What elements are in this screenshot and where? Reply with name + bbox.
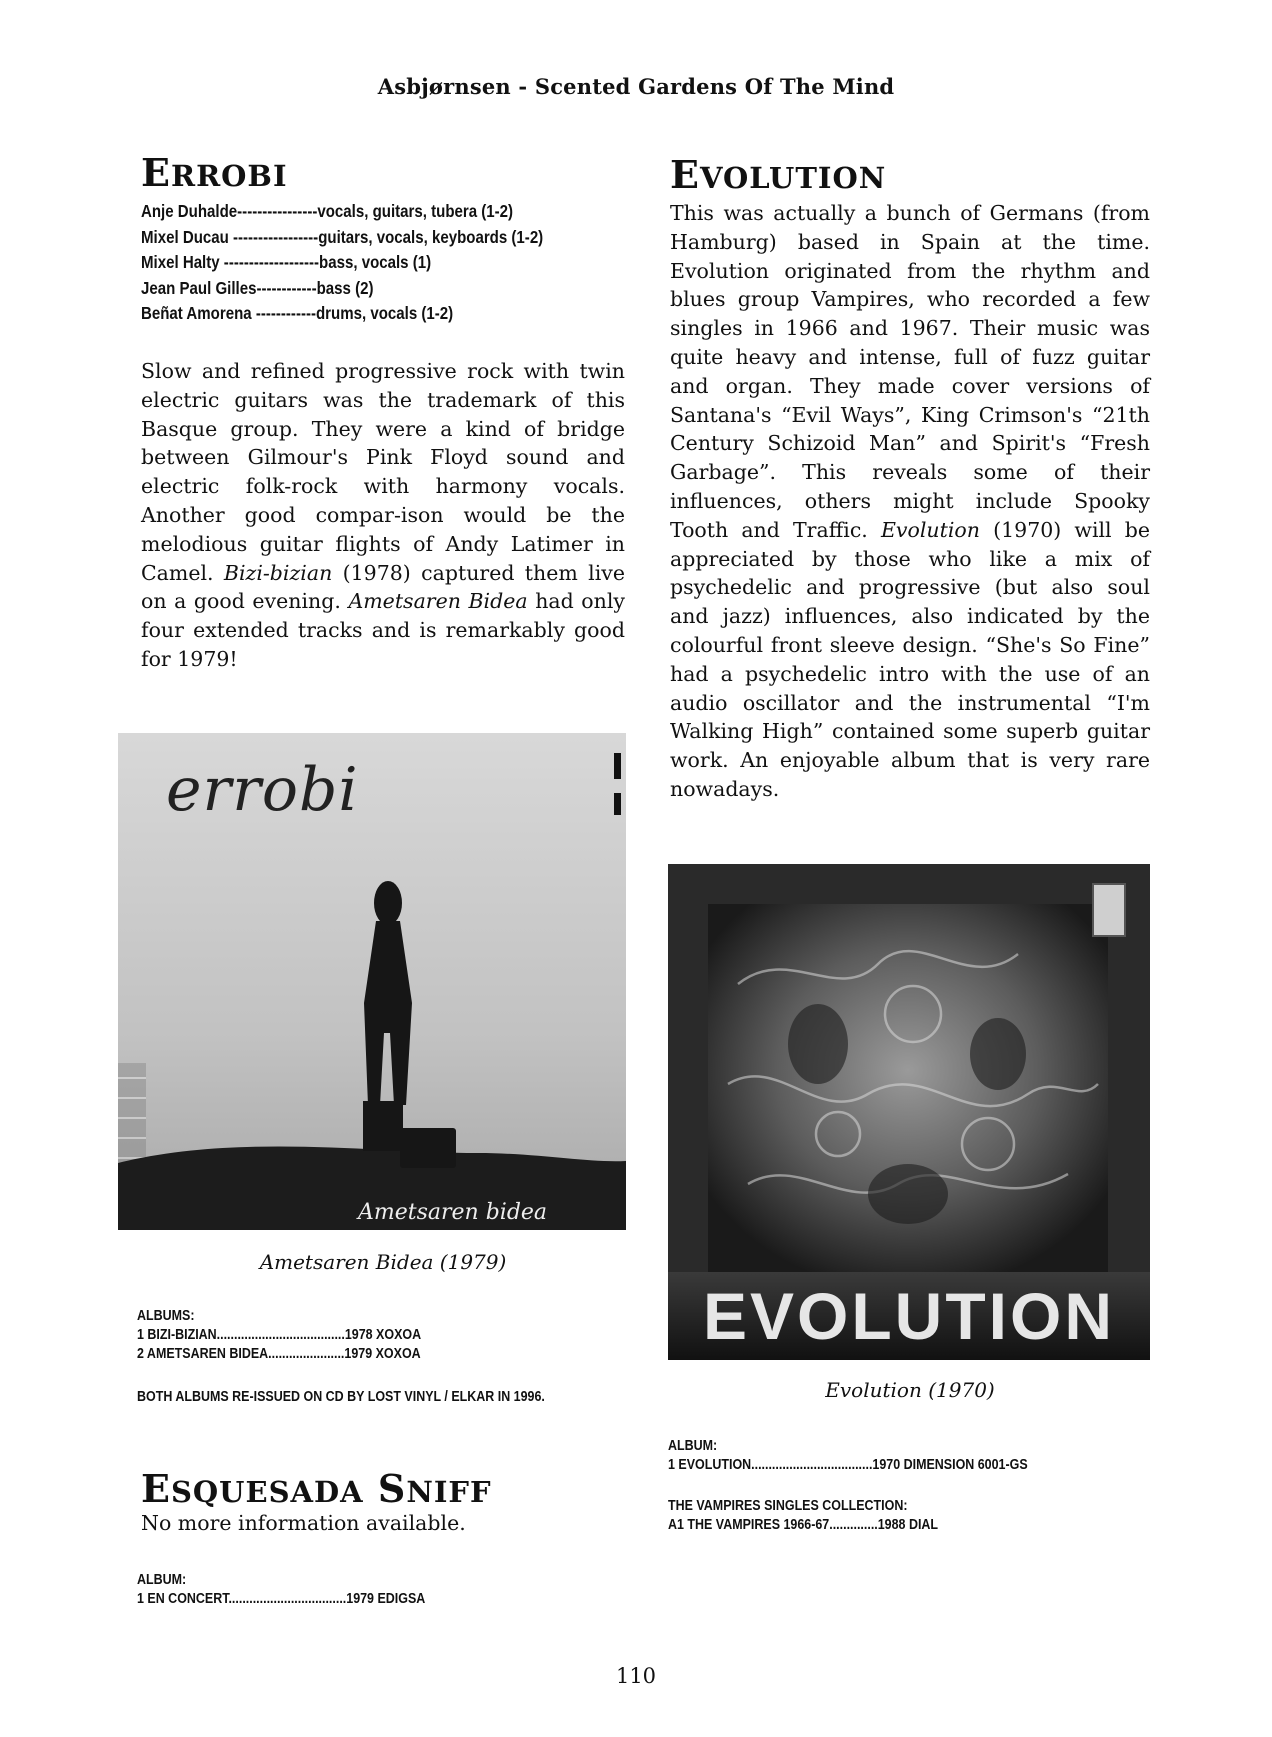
album-title: Evolution: [880, 517, 980, 542]
discography-item: 1 BIZI-BIZIAN.....................................1978 XOXOA: [137, 1327, 422, 1343]
errobi-cover-bottom-text: Ametsaren bidea: [358, 1200, 548, 1225]
album-title: Bizi-bizian: [223, 560, 333, 585]
evolution-caption: Evolution (1970): [825, 1378, 995, 1402]
errobi-title-rest: RROBI: [170, 159, 288, 193]
esquesada-title-initial: S: [377, 1466, 407, 1511]
discography-heading: ALBUMS:: [137, 1308, 195, 1324]
discography-heading: ALBUM:: [137, 1572, 187, 1588]
errobi-album-cover: [118, 733, 626, 1230]
esquesada-discography: [137, 1571, 425, 1609]
vampires-discography: [668, 1497, 938, 1535]
evolution-title: [670, 152, 886, 197]
discography-heading: THE VAMPIRES SINGLES COLLECTION:: [668, 1498, 908, 1514]
evolution-album-cover: [668, 864, 1150, 1360]
errobi-caption: Ametsaren Bidea (1979): [259, 1250, 507, 1274]
lineup-row: Beñat Amorena ------------drums, vocals (1-2): [141, 303, 454, 323]
errobi-title: [141, 150, 288, 195]
discography-item: 2 AMETSAREN BIDEA......................1979 XOXOA: [137, 1346, 421, 1362]
discography-heading: ALBUM:: [668, 1438, 718, 1454]
evolution-description: This was actually a bunch of Germans (from Hamburg) based in Spain at the time. Evolution originated from the rhythm and blues group Vampires, who recorded a few singles in 1966 and 1967. Their music was quite heavy and intense, full of fuzz guitar and organ. They made cover versions of Santana's “Evil Ways”, King Crimson's “21th Century Schizoid Man” and Spirit's “Fresh Garbage”. This reveals some of their influences, others might include Spooky Tooth and Traffic. Evolution (1970) will be appreciated by those who like a mix of psychedelic and progressive (but also soul and jazz) influences, also indicated by the colourful front sleeve design. “She's So Fine” had a psychedelic intro with the use of an audio oscillator and the instrumental “I'm Walking High” contained some superb guitar work. An enjoyable album that is very rare nowadays.: [670, 201, 1150, 801]
esquesada-title-rest: NIFF: [406, 1475, 492, 1509]
esquesada-title-rest: SQUESADA: [170, 1475, 364, 1509]
evolution-cover-title: EVOLUTION: [702, 1279, 1115, 1353]
esquesada-description: No more information available.: [141, 1511, 466, 1535]
running-head: Asbjørnsen - Scented Gardens Of The Mind: [377, 74, 895, 99]
errobi-lineup: [141, 199, 543, 327]
evolution-title-rest: VOLUTION: [699, 161, 887, 195]
lineup-row: Mixel Halty -------------------bass, vocals (1): [141, 252, 432, 272]
evolution-discography: [668, 1437, 1028, 1475]
esquesada-title-initial: E: [141, 1466, 171, 1511]
esquesada-title: [141, 1466, 492, 1511]
page-number: 110: [615, 1664, 657, 1688]
evolution-title-initial: E: [670, 152, 700, 197]
errobi-reissue-note: BOTH ALBUMS RE-ISSUED ON CD BY LOST VINYL / ELKAR IN 1996.: [137, 1389, 545, 1405]
errobi-description: Slow and refined progressive rock with twin electric guitars was the trademark of this Basque group. They were a kind of bridge between Gilmour's Pink Floyd sound and electric folk-rock with harmony vocals. Another good compar-ison would be the melodious guitar flights of Andy Latimer in Camel. Bizi-bizian (1978) captured them live on a good evening. Ametsaren Bidea had only four extended tracks and is remarkably good for 1979!: [141, 359, 625, 671]
album-title: Ametsaren Bidea: [348, 589, 528, 614]
errobi-cover-logo: errobi: [166, 755, 359, 825]
discography-item: A1 THE VAMPIRES 1966-67..............1988 DIAL: [668, 1517, 939, 1533]
errobi-discography: [137, 1307, 421, 1364]
lineup-row: Anje Duhalde----------------vocals, guitars, tubera (1-2): [141, 201, 514, 221]
discography-item: 1 EVOLUTION...................................1970 DIMENSION 6001-GS: [668, 1457, 1028, 1473]
lineup-row: Mixel Ducau -----------------guitars, vocals, keyboards (1-2): [141, 226, 544, 247]
lineup-row: Jean Paul Gilles------------bass (2): [141, 277, 374, 298]
errobi-title-initial: E: [141, 150, 171, 195]
discography-item: 1 EN CONCERT..................................1979 EDIGSA: [137, 1591, 426, 1607]
